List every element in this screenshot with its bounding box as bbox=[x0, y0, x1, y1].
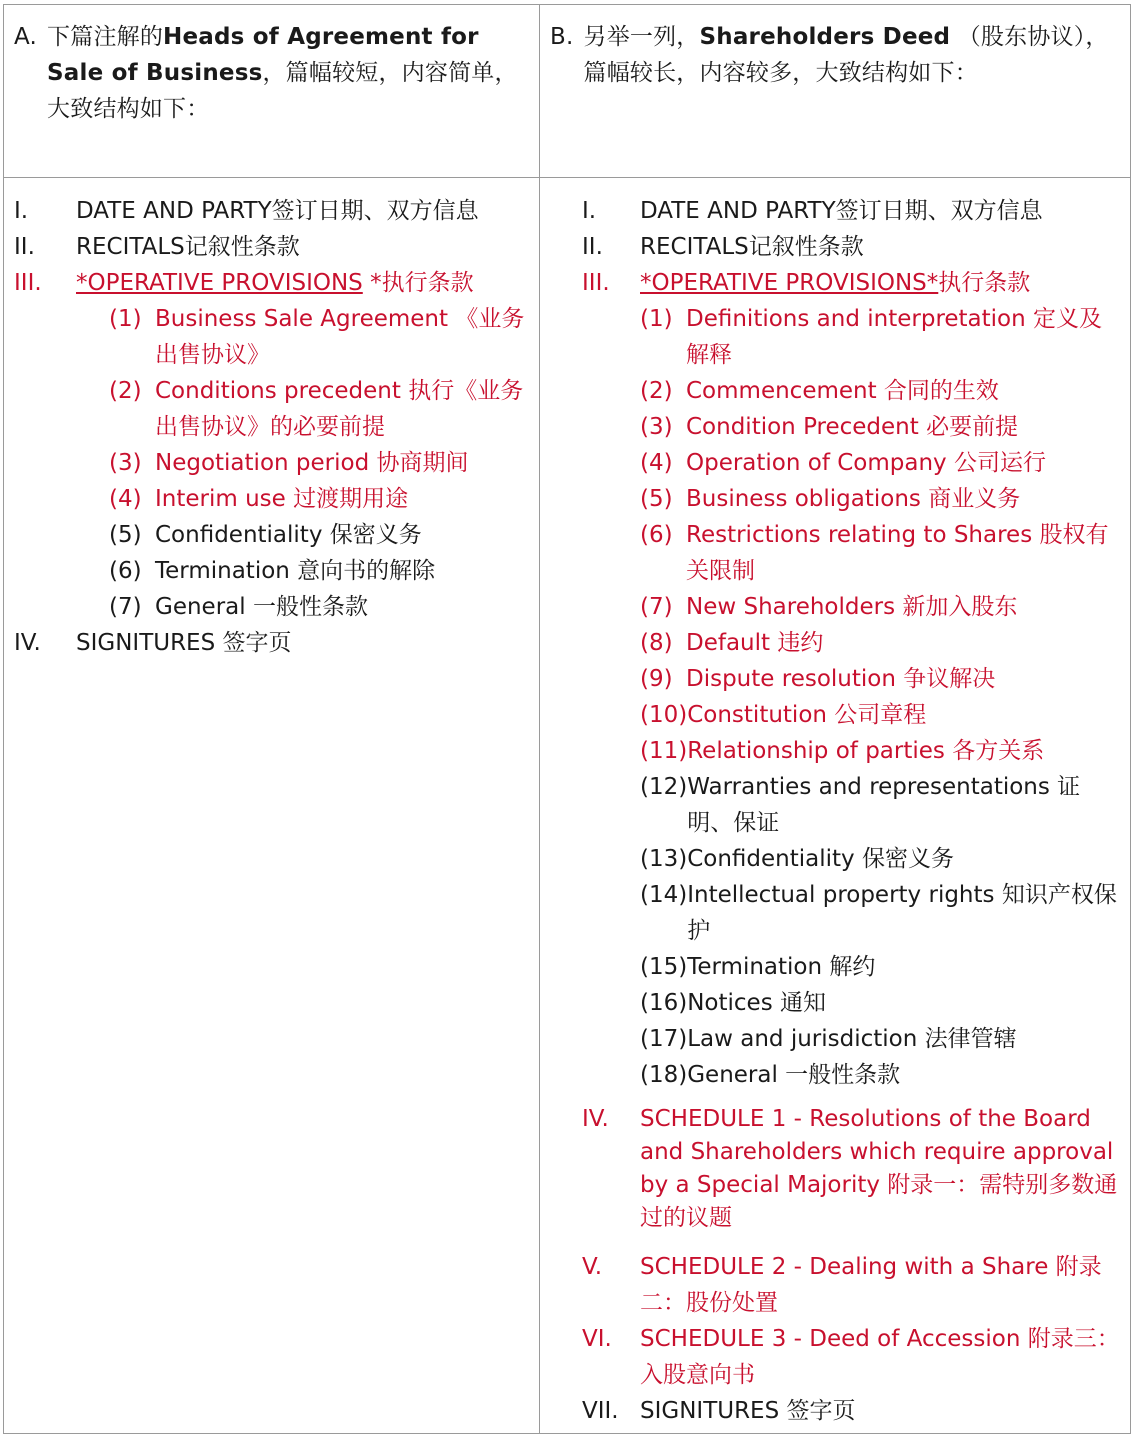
section-number: I. bbox=[14, 198, 29, 224]
item-text: Intellectual property rights 知识产权保护 bbox=[687, 882, 1117, 944]
list-item bbox=[640, 985, 1120, 1021]
item-text: Negotiation period 协商期间 bbox=[155, 450, 469, 476]
list-item bbox=[109, 481, 527, 517]
section-title: DATE AND PARTY签订日期、双方信息 bbox=[640, 198, 1043, 224]
list-item bbox=[640, 733, 1120, 769]
list-item bbox=[109, 553, 527, 589]
list-item bbox=[640, 949, 1120, 985]
section-number: IV. bbox=[14, 630, 41, 656]
list-item bbox=[640, 625, 1120, 661]
item-text: Condition Precedent 必要前提 bbox=[686, 414, 1019, 440]
item-text: Relationship of parties 各方关系 bbox=[687, 738, 1045, 764]
item-number: (6) bbox=[109, 558, 142, 584]
item-text: Interim use 过渡期用途 bbox=[155, 486, 409, 512]
section-number: III. bbox=[582, 270, 610, 296]
item-number: (7) bbox=[109, 594, 142, 620]
list-item bbox=[640, 409, 1120, 445]
item-number: (8) bbox=[640, 630, 673, 656]
item-text: Notices 通知 bbox=[687, 990, 826, 1016]
schedule-number: VII. bbox=[582, 1398, 619, 1424]
item-number: (1) bbox=[109, 306, 142, 332]
list-item bbox=[109, 517, 527, 553]
operative-provisions-title: *OPERATIVE PROVISIONS bbox=[76, 270, 363, 296]
right-header-pre: 另举一列， bbox=[583, 24, 700, 50]
left-header-cell bbox=[4, 5, 540, 178]
schedule-item bbox=[582, 1103, 1120, 1235]
item-text: Commencement 合同的生效 bbox=[686, 378, 999, 404]
left-provisions-list bbox=[14, 301, 527, 625]
section-title: RECITALS记叙性条款 bbox=[640, 234, 864, 260]
list-item bbox=[640, 373, 1120, 409]
left-header-letter: A. bbox=[14, 24, 38, 50]
left-header-text bbox=[47, 19, 521, 127]
schedule-title: SCHEDULE 2 - Dealing with a Share 附录二：股份处置 bbox=[640, 1254, 1102, 1316]
schedule-title: SIGNITURES 签字页 bbox=[640, 1398, 856, 1424]
section-title: DATE AND PARTY签订日期、双方信息 bbox=[76, 198, 479, 224]
section-number: II. bbox=[14, 234, 35, 260]
item-text: Conditions precedent 执行《业务出售协议》的必要前提 bbox=[155, 378, 524, 440]
item-number: (5) bbox=[109, 522, 142, 548]
right-content-cell bbox=[540, 178, 1131, 1434]
left-content-cell bbox=[4, 178, 540, 1434]
right-provisions-list bbox=[582, 301, 1120, 1093]
item-number: (3) bbox=[640, 414, 673, 440]
list-item bbox=[109, 589, 527, 625]
item-number: (14) bbox=[640, 882, 688, 908]
item-number: (6) bbox=[640, 522, 673, 548]
operative-provisions-suffix: *执行条款 bbox=[362, 270, 474, 296]
item-number: (18) bbox=[640, 1062, 688, 1088]
item-number: (16) bbox=[640, 990, 688, 1016]
item-text: Business Sale Agreement 《业务出售协议》 bbox=[155, 306, 525, 368]
list-item bbox=[640, 769, 1120, 841]
section-item bbox=[582, 229, 1120, 265]
item-number: (17) bbox=[640, 1026, 688, 1052]
item-text: Termination 意向书的解除 bbox=[155, 558, 436, 584]
section-item bbox=[14, 193, 527, 229]
right-header-cell bbox=[540, 5, 1131, 178]
item-text: Confidentiality 保密义务 bbox=[155, 522, 422, 548]
item-text: Restrictions relating to Shares 股权有关限制 bbox=[686, 522, 1109, 584]
left-header-post: ，篇幅较短，内容简单，大致结构如下： bbox=[47, 60, 518, 122]
right-header-text bbox=[584, 19, 1113, 91]
list-item bbox=[109, 301, 527, 373]
item-text: Definitions and interpretation 定义及解释 bbox=[686, 306, 1103, 368]
right-header-letter: B. bbox=[550, 24, 574, 50]
schedule-item bbox=[582, 1393, 1120, 1429]
item-number: (9) bbox=[640, 666, 673, 692]
item-number: (15) bbox=[640, 954, 688, 980]
list-item bbox=[640, 1021, 1120, 1057]
list-item bbox=[640, 1057, 1120, 1093]
item-text: Operation of Company 公司运行 bbox=[686, 450, 1046, 476]
section-item-operative bbox=[14, 265, 527, 301]
schedule-number: V. bbox=[582, 1254, 603, 1280]
item-text: General 一般性条款 bbox=[687, 1062, 901, 1088]
item-number: (4) bbox=[109, 486, 142, 512]
list-item bbox=[640, 841, 1120, 877]
item-text: Business obligations 商业义务 bbox=[686, 486, 1021, 512]
item-text: Confidentiality 保密义务 bbox=[687, 846, 954, 872]
item-number: (10) bbox=[640, 702, 688, 728]
item-number: (12) bbox=[640, 774, 688, 800]
schedule-number: VI. bbox=[582, 1326, 612, 1352]
item-text: Termination 解约 bbox=[687, 954, 876, 980]
section-number: III. bbox=[14, 270, 42, 296]
list-item bbox=[640, 301, 1120, 373]
item-number: (3) bbox=[109, 450, 142, 476]
section-title bbox=[76, 265, 527, 301]
right-header-title: Shareholders Deed bbox=[699, 24, 951, 50]
schedule-number: IV. bbox=[582, 1106, 609, 1132]
operative-provisions-title: *OPERATIVE PROVISIONS* bbox=[640, 270, 939, 296]
section-number: II. bbox=[582, 234, 603, 260]
section-item bbox=[14, 625, 527, 661]
list-item bbox=[640, 697, 1120, 733]
list-item bbox=[640, 661, 1120, 697]
section-number: I. bbox=[582, 198, 597, 224]
item-text: New Shareholders 新加入股东 bbox=[686, 594, 1018, 620]
list-item bbox=[640, 877, 1120, 949]
schedule-item bbox=[582, 1321, 1120, 1393]
list-item bbox=[640, 481, 1120, 517]
item-text: Law and jurisdiction 法律管辖 bbox=[687, 1026, 1017, 1052]
list-item bbox=[640, 445, 1120, 481]
item-text: Constitution 公司章程 bbox=[687, 702, 927, 728]
list-item bbox=[109, 445, 527, 481]
schedule-title: SCHEDULE 1 - Resolutions of the Board and Shareholders which require approval by a Special Majority 附录一：需特别多数通过的议题 bbox=[640, 1106, 1118, 1231]
section-title: SIGNITURES 签字页 bbox=[76, 630, 292, 656]
section-item bbox=[14, 229, 527, 265]
item-text: Dispute resolution 争议解决 bbox=[686, 666, 996, 692]
item-number: (11) bbox=[640, 738, 688, 764]
list-item bbox=[640, 589, 1120, 625]
item-number: (2) bbox=[640, 378, 673, 404]
item-text: General 一般性条款 bbox=[155, 594, 368, 620]
right-header-post: （股东协议），篇幅较长，内容较多，大致结构如下： bbox=[583, 24, 1109, 86]
schedule-title: SCHEDULE 3 - Deed of Accession 附录三：入股意向书 bbox=[640, 1326, 1120, 1388]
header-row bbox=[4, 5, 1131, 178]
item-text: Default 违约 bbox=[686, 630, 824, 656]
item-text: Warranties and representations 证明、保证 bbox=[687, 774, 1081, 836]
item-number: (1) bbox=[640, 306, 673, 332]
list-item bbox=[109, 373, 527, 445]
section-title bbox=[640, 265, 1120, 301]
operative-provisions-suffix: 执行条款 bbox=[938, 270, 1031, 296]
item-number: (4) bbox=[640, 450, 673, 476]
item-number: (7) bbox=[640, 594, 673, 620]
content-row bbox=[4, 178, 1131, 1434]
comparison-table bbox=[3, 4, 1131, 1434]
section-title: RECITALS记叙性条款 bbox=[76, 234, 300, 260]
section-item-operative bbox=[582, 265, 1120, 301]
item-number: (5) bbox=[640, 486, 673, 512]
section-item bbox=[582, 193, 1120, 229]
item-number: (13) bbox=[640, 846, 688, 872]
list-item bbox=[640, 517, 1120, 589]
item-number: (2) bbox=[109, 378, 142, 404]
schedule-item bbox=[582, 1249, 1120, 1321]
left-header-title: Heads of Agreement for Sale of Business bbox=[47, 24, 479, 86]
left-header-pre: 下篇注解的 bbox=[47, 24, 164, 50]
